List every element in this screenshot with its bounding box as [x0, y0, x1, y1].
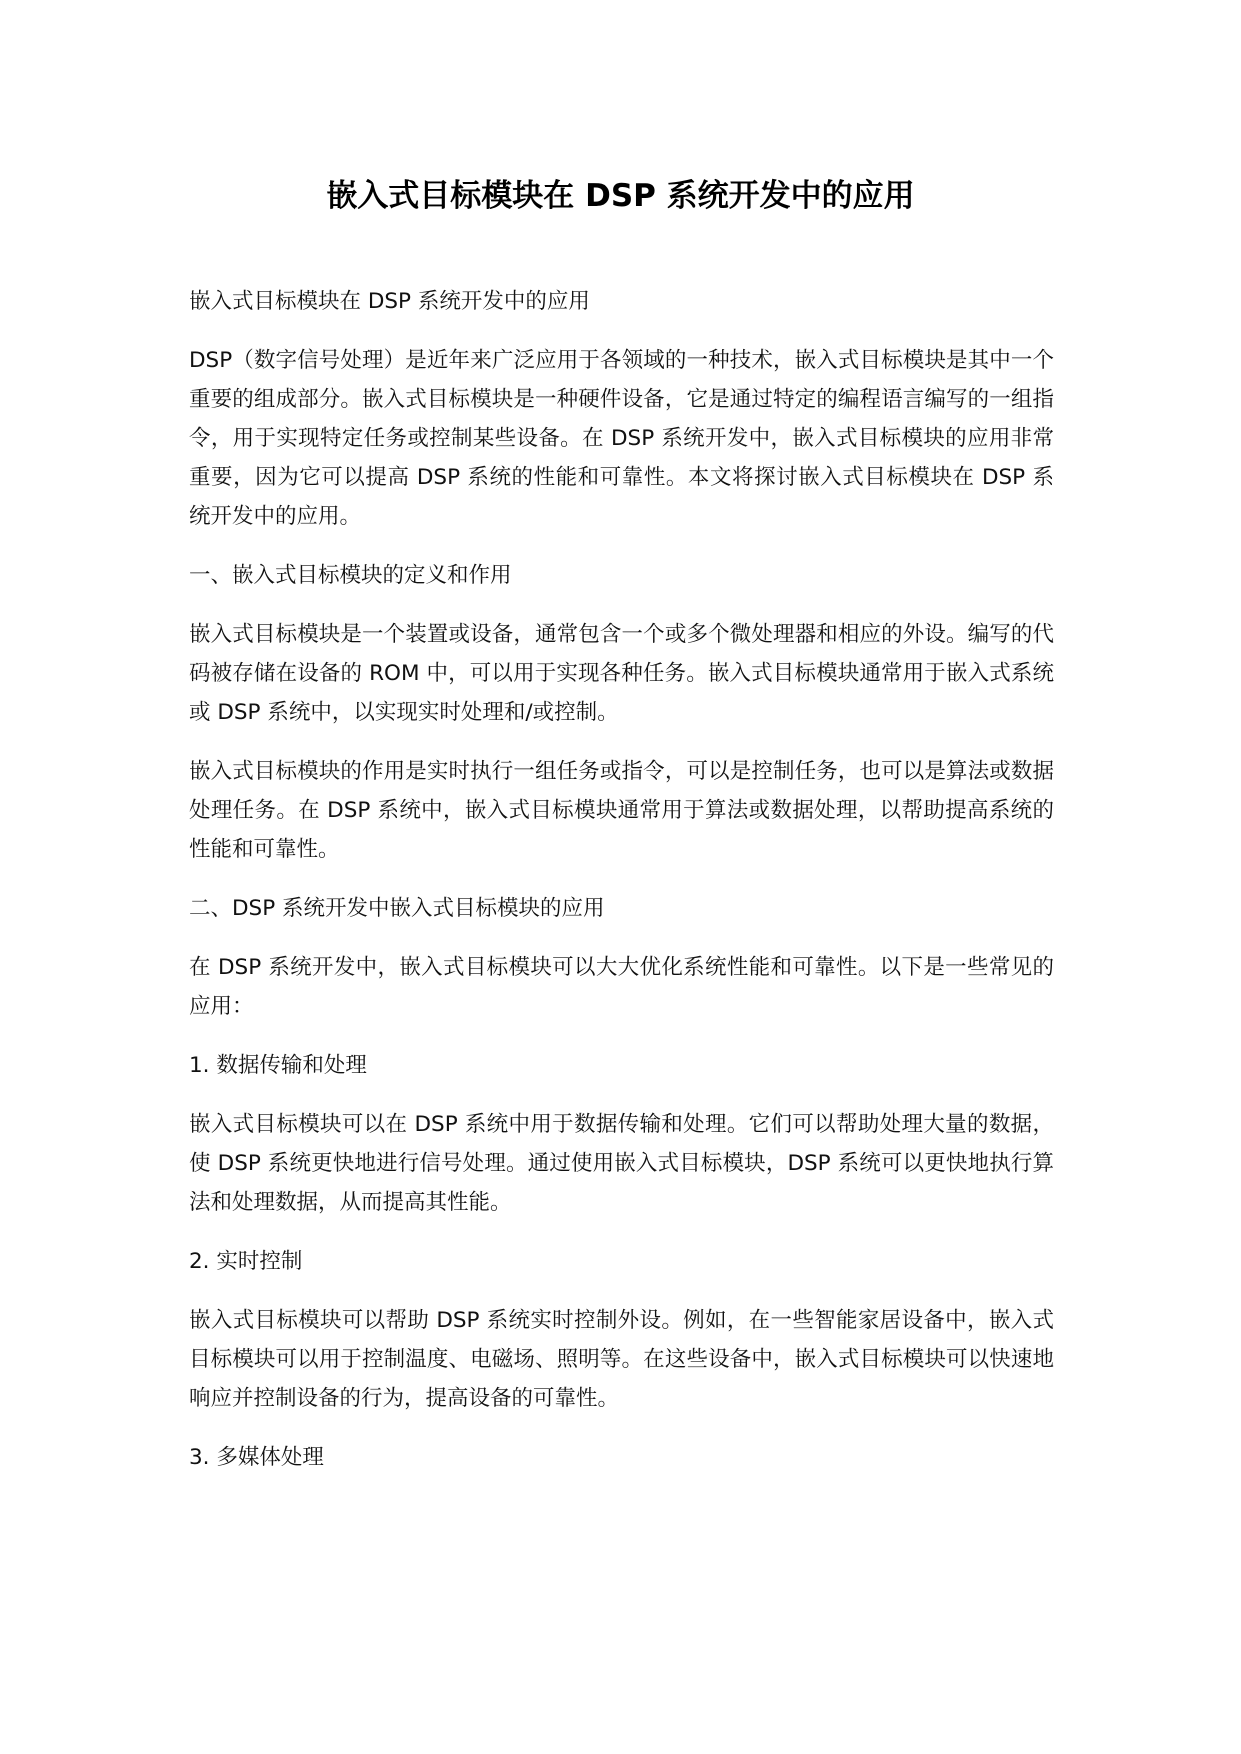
function-paragraph: 嵌入式目标模块的作用是实时执行一组任务或指令，可以是控制任务，也可以是算法或数据处理任务。在 DSP 系统中，嵌入式目标模块通常用于算法或数据处理，以帮助提高系统的性能和可靠性。	[189, 759, 1054, 862]
definition-paragraph: 嵌入式目标模块是一个装置或设备，通常包含一个或多个微处理器和相应的外设。编写的代码被存储在设备的 ROM 中，可以用于实现各种任务。嵌入式目标模块通常用于嵌入式系统或 DSP 系统中，以实现实时处理和/或控制。	[189, 622, 1054, 725]
section-heading-2: 二、DSP 系统开发中嵌入式目标模块的应用	[189, 896, 605, 921]
document-title: 嵌入式目标模块在 DSP 系统开发中的应用	[326, 178, 915, 214]
subheading-multimedia: 3. 多媒体处理	[189, 1445, 324, 1470]
applications-intro-paragraph: 在 DSP 系统开发中，嵌入式目标模块可以大大优化系统性能和可靠性。以下是一些常见的应用：	[189, 955, 1054, 1019]
intro-paragraph: DSP（数字信号处理）是近年来广泛应用于各领域的一种技术，嵌入式目标模块是其中一个重要的组成部分。嵌入式目标模块是一种硬件设备，它是通过特定的编程语言编写的一组指令，用于实现特定任务或控制某些设备。在 DSP 系统开发中，嵌入式目标模块的应用非常重要，因为它可以提高 DSP 系统的性能和可靠性。本文将探讨嵌入式目标模块在 DSP 系统开发中的应用。	[189, 348, 1054, 529]
realtime-control-paragraph: 嵌入式目标模块可以帮助 DSP 系统实时控制外设。例如，在一些智能家居设备中，嵌入式目标模块可以用于控制温度、电磁场、照明等。在这些设备中，嵌入式目标模块可以快速地响应并控制设备的行为，提高设备的可靠性。	[189, 1308, 1054, 1411]
document-body	[189, 282, 1054, 1497]
section-heading-1: 一、嵌入式目标模块的定义和作用	[189, 563, 512, 588]
subheading-data-transfer: 1. 数据传输和处理	[189, 1053, 367, 1078]
subheading-realtime-control: 2. 实时控制	[189, 1249, 303, 1274]
subtitle-paragraph: 嵌入式目标模块在 DSP 系统开发中的应用	[189, 289, 590, 314]
data-transfer-paragraph: 嵌入式目标模块可以在 DSP 系统中用于数据传输和处理。它们可以帮助处理大量的数据，使 DSP 系统更快地进行信号处理。通过使用嵌入式目标模块，DSP 系统可以更快地执行算法和处理数据，从而提高其性能。	[189, 1112, 1054, 1215]
